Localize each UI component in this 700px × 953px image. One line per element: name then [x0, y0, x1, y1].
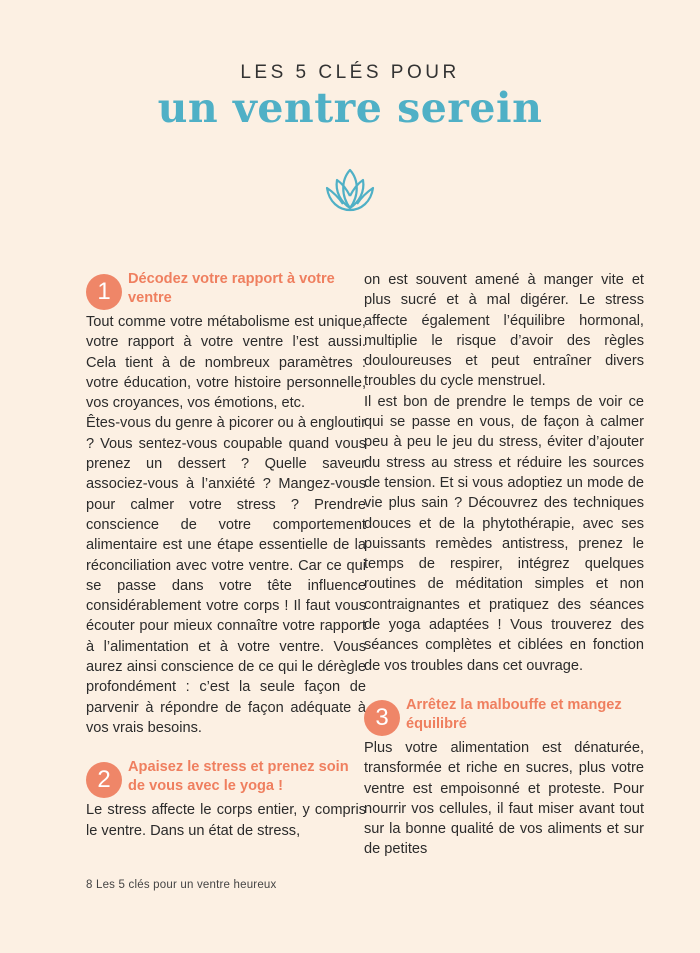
page-title: un ventre serein — [157, 84, 543, 132]
section-2-continuation-1: on est souvent amené à manger vite et plus sucré et à mal digérer. Le stress affecte également l’équilibre hormonal, multiplie le risque d’avoir des règles douloureuses et peut entraîner divers troubles du cycle menstruel. — [364, 272, 644, 390]
left-column — [86, 270, 366, 841]
section-3-header — [364, 696, 644, 736]
page-footer: 8 Les 5 clés pour un ventre heureux — [86, 879, 277, 891]
section-3-number: 3 — [364, 700, 400, 736]
section-3-title: Arrêtez la malbouffe et mangez équilibré — [406, 696, 622, 732]
section-1-paragraph-2: Êtes-vous du genre à picorer ou à engloutir ? Vous sentez-vous coupable quand vous prenez un dessert ? Quelle saveur associez-vous à l’anxiété ? Mangez-vous pour calmer votre stress ? Prendre conscience de votre comportement alimentaire est une étape essentielle de la réconciliation avec votre ventre. Car ce qui se passe dans votre tête influence considérablement votre corps ! Il faut vous écouter pour mieux connaître votre rapport à l’alimentation et à votre ventre. Vous aurez ainsi conscience de ce qui le dérègle profondément : c’est la seule façon de parvenir à répondre de façon adéquate à vos vrais besoins. — [86, 415, 366, 736]
header-kicker: LES 5 CLÉS POUR — [240, 62, 460, 83]
right-column — [364, 270, 644, 860]
section-1-title: Décodez votre rapport à votre ventre — [128, 271, 335, 306]
section-1-number: 1 — [86, 274, 122, 310]
section-2-number: 2 — [86, 762, 122, 798]
section-2-paragraph-1: Le stress affecte le corps entier, y compris le ventre. Dans un état de stress, — [86, 802, 366, 839]
section-3-paragraph-1: Plus votre alimentation est dénaturée, transformée et riche en sucres, plus votre ventre est empoisonné et proteste. Pour nourrir vos cellules, il faut miser avant tout sur la bonne qualité de vos aliments et sur de petites — [364, 739, 644, 858]
section-2-title: Apaisez le stress et prenez soin de vous avec le yoga ! — [128, 759, 349, 795]
section-1-header — [86, 270, 366, 310]
lotus-icon — [323, 166, 377, 216]
section-2-header — [86, 758, 366, 798]
section-2-continuation-2: Il est bon de prendre le temps de voir ce qui se passe en vous, de façon à calmer peu à peu le jeu du stress, éviter d’ajouter du stress au stress et réduire les sources de tension. Et si vous adoptiez un mode de vie plus sain ? Découvrez des techniques douces et de la phytothérapie, avec ses puissants remèdes antistress, prenez le temps de respirer, intégrez quelques routines de méditation simples et non contraignantes et pratiquez des séances de yoga adaptées ! Vous trouverez des séances complètes et ciblées en fonction de vos troubles dans cet ouvrage. — [364, 393, 644, 674]
section-1-paragraph-1: Tout comme votre métabolisme est unique, votre rapport à votre ventre l’est aussi. Cela tient à de nombreux paramètres : votre éducation, votre histoire personnelle, vos croyances, vos émotions, etc. — [86, 314, 366, 412]
